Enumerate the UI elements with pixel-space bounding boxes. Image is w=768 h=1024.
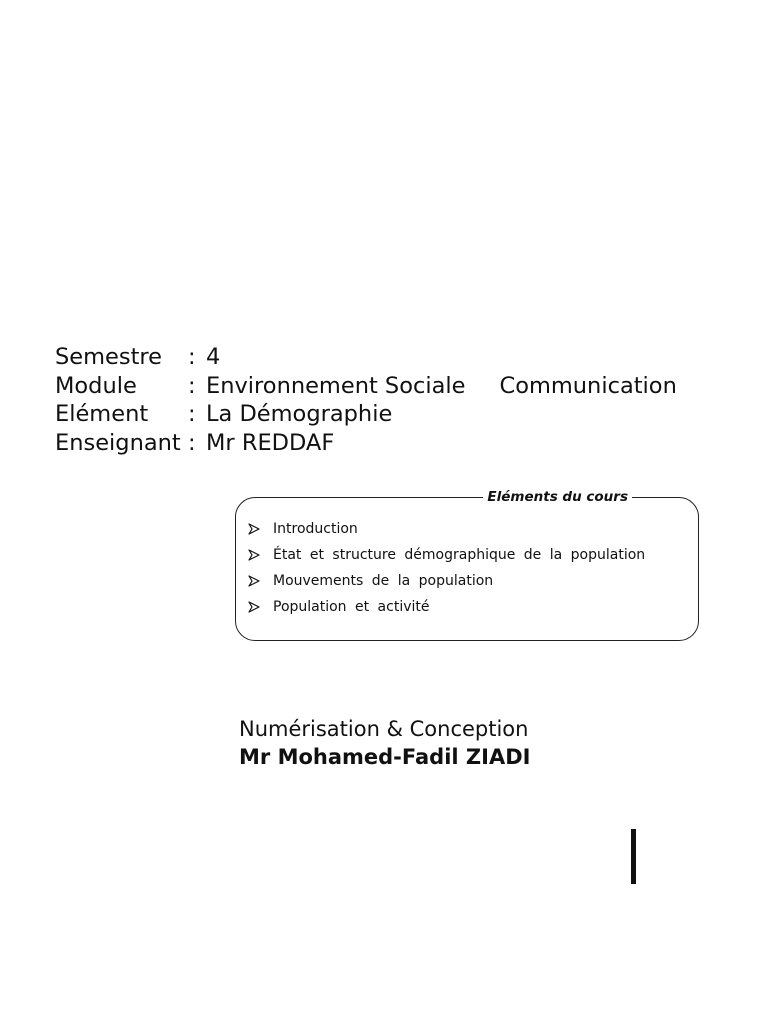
- info-label: Enseignant: [55, 429, 181, 456]
- list-item: [248, 594, 645, 620]
- arrow-bullet-icon: [248, 523, 260, 535]
- info-separator: :: [188, 429, 196, 456]
- list-item-label: État et structure démographique de la population: [273, 547, 646, 563]
- info-value-extra: Communication: [499, 372, 677, 399]
- credits-role: Numérisation & Conception: [239, 717, 529, 741]
- info-separator: :: [188, 401, 196, 427]
- list-item-label: Introduction: [273, 521, 358, 537]
- info-separator: :: [188, 344, 196, 370]
- vertical-bar-divider: [631, 829, 636, 884]
- info-separator: :: [188, 372, 196, 399]
- info-row-enseignant: [55, 429, 677, 458]
- info-label: Elément: [55, 401, 149, 427]
- course-info: [55, 343, 677, 457]
- info-row-module: [55, 372, 677, 401]
- arrow-bullet-icon: [248, 549, 260, 561]
- list-item-label: Population et activité: [273, 599, 430, 615]
- info-value: Mr REDDAF: [206, 429, 335, 456]
- course-elements-box: [235, 489, 699, 641]
- list-item: [248, 568, 645, 594]
- info-label: Semestre: [55, 344, 163, 370]
- list-item: [248, 542, 645, 568]
- list-item: [248, 516, 645, 542]
- info-row-element: [55, 400, 677, 429]
- info-label: Module: [55, 372, 137, 399]
- arrow-bullet-icon: [248, 601, 260, 613]
- info-value: Environnement Sociale: [206, 372, 466, 399]
- info-value: 4: [206, 344, 221, 370]
- info-row-semestre: [55, 343, 677, 372]
- list-item-label: Mouvements de la population: [273, 573, 494, 589]
- info-value: La Démographie: [206, 401, 393, 427]
- arrow-bullet-icon: [248, 575, 260, 587]
- course-list: [248, 516, 645, 620]
- credits-author: Mr Mohamed-Fadil ZIADI: [239, 745, 531, 769]
- course-box-title: Eléments du cours: [483, 489, 632, 506]
- credits: [239, 715, 530, 771]
